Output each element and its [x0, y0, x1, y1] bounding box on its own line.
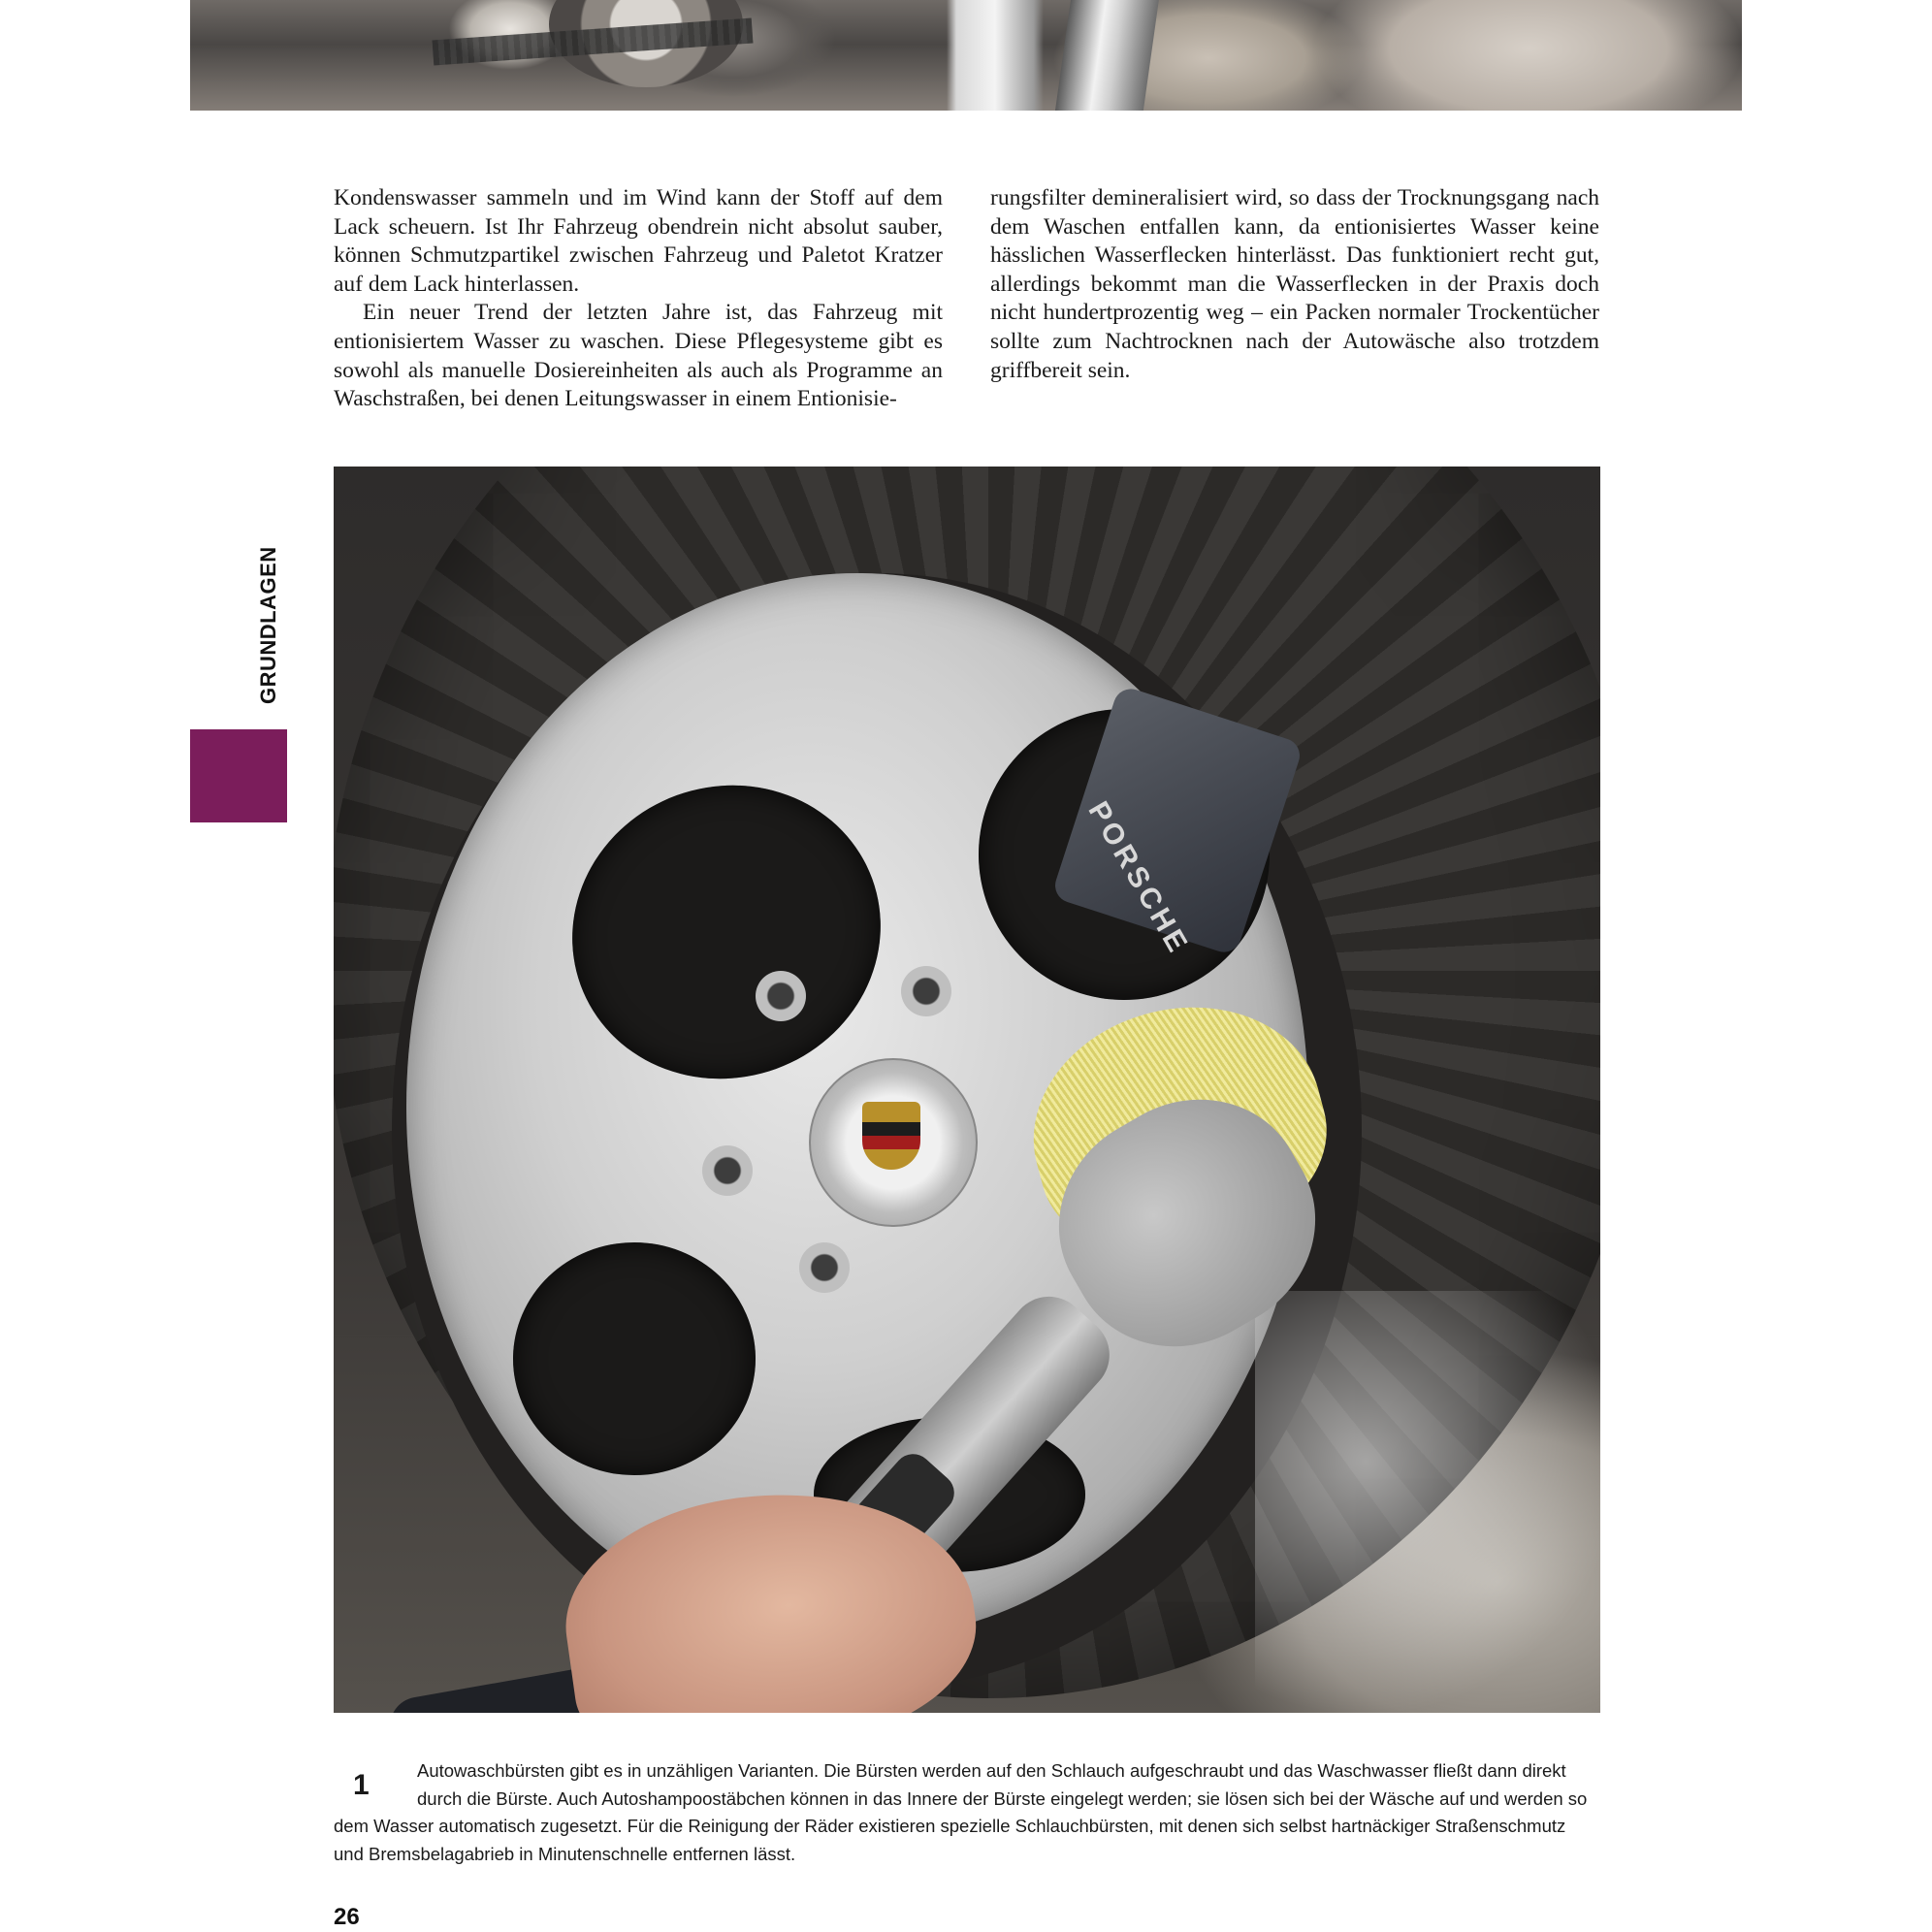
section-tab-label: GRUNDLAGEN [256, 546, 280, 704]
section-tab-block [190, 729, 287, 822]
lug-nut [702, 1145, 753, 1196]
figure-number: 1 [353, 1769, 370, 1801]
rim-opening [513, 1242, 756, 1475]
lug-nut [799, 1242, 850, 1293]
figure-caption [334, 1757, 1600, 1868]
text-column-right [990, 184, 1599, 385]
lug-nut [756, 971, 806, 1021]
lug-nut [901, 966, 951, 1016]
header-photo [190, 0, 1742, 111]
text-column-left [334, 184, 943, 414]
water-spray [1255, 1291, 1600, 1713]
paragraph: Kondenswasser sammeln und im Wind kann der Stoff auf dem Lack scheuern. Ist Ihr Fahrzeug obendrein nicht absolut sauber, können Schmutzpartikel zwischen Fahrzeug und Paletot Kratzer auf dem Lack hinterlassen. [334, 185, 943, 297]
page-number: 26 [334, 1904, 360, 1930]
pipe-shape [1054, 0, 1160, 111]
wheel-cleaning-photo [334, 467, 1600, 1713]
crest-emblem [862, 1102, 920, 1170]
caliper-label: PORSCHE [1081, 796, 1196, 961]
paragraph: rungsfilter demineralisiert wird, so dass der Trocknungsgang nach dem Waschen entfallen kann, da entionisiertes Wasser keine hässlichen Wasserflecken hinterlässt. Das funktioniert recht gut, allerdings bekommt man die Wasserflecken in der Praxis doch nicht hundertprozentig weg – ein Packen normaler Trockentücher sollte zum Nachtrocknen nach der Autowäsche also trotzdem griffbereit sein. [990, 185, 1599, 383]
paragraph: Ein neuer Trend der letzten Jahre ist, das Fahrzeug mit entionisiertem Wasser zu waschen. Diese Pflegesysteme gibt es sowohl als manuelle Dosiereinheiten als auch als Programme an Waschstraßen, bei denen Leitungswasser in einem Entionisie- [334, 300, 943, 412]
caption-text: Autowaschbürsten gibt es in unzähligen Varianten. Die Bürsten werden auf den Schlauch aufgeschraubt und das Waschwasser fließt dann direkt durch die Bürste. Auch Autoshampoostäbchen können in das Innere der Bürste eingelegt werden; sie lösen sich bei der Wäsche auf und werden so dem Wasser automatisch zugesetzt. Für die Reinigung der Räder existieren spezielle Schlauchbürsten, mit denen sich selbst hartnäckiger Straßenschmutz und Bremsbelagabrieb in Minutenschnelle entfernen lässt. [334, 1760, 1588, 1864]
